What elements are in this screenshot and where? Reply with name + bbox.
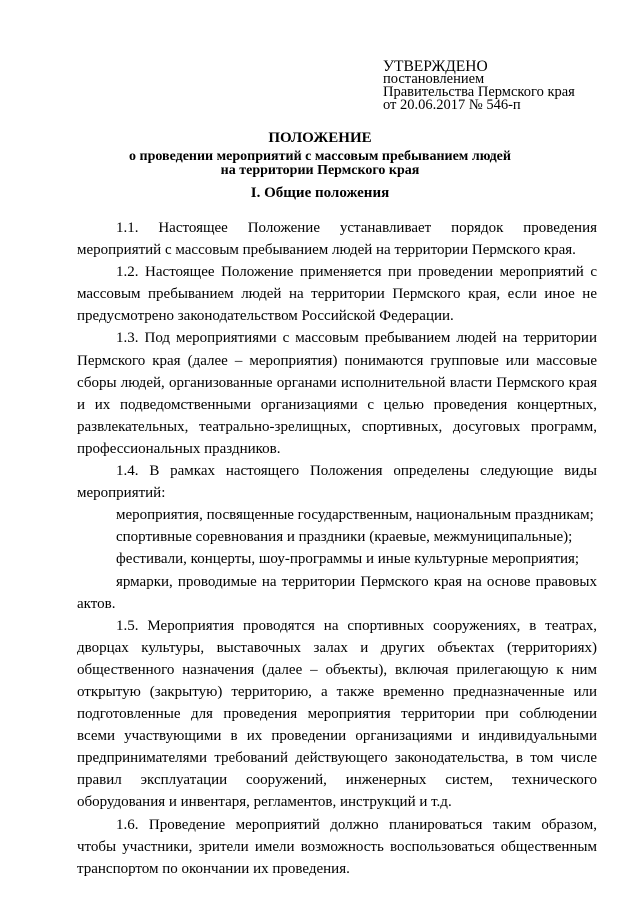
paragraph-1-2: 1.2. Настоящее Положение применяется при проведении мероприятий с массовым пребыванием людей на территории Пермского края, если иное не предусмотрено законодательством Российской Федерации. bbox=[77, 264, 597, 325]
approval-date: от 20.06.2017 № 546-п bbox=[383, 97, 521, 113]
approval-line: Правительства Пермского края bbox=[383, 84, 575, 100]
document-title: ПОЛОЖЕНИЕ bbox=[268, 130, 372, 146]
document-subtitle bbox=[0, 150, 640, 178]
section-heading: I. Общие положения bbox=[250, 185, 390, 201]
list-item: мероприятия, посвященные государственным, национальным праздникам; bbox=[116, 507, 594, 524]
paragraph-1-1: 1.1. Настоящее Положение устанавливает порядок проведения мероприятий с массовым пребыванием людей на территории Пермского края. bbox=[77, 220, 597, 259]
approval-heading: УТВЕРЖДЕНО bbox=[383, 58, 488, 75]
paragraph-1-5: 1.5. Мероприятия проводятся на спортивных сооружениях, в театрах, дворцах культуры, выставочных залах и других объектах (территориях) общественного назначения (далее – объекты), включая прилегающую к ним открытую (закрытую) территорию, а также временно предназначенные или подготовленные для проведения мероприятия территории при соблюдении всеми участвующими в их проведении организациями и индивидуальными предпринимателями требований действующего законодательства, в том числе правил эксплуатации сооружений, инженерных систем, технического оборудования и инвентаря, регламентов, инструкций и т.д. bbox=[77, 617, 597, 811]
approval-stamp bbox=[383, 60, 575, 112]
document-body bbox=[77, 217, 597, 880]
paragraph-1-4: 1.4. В рамках настоящего Положения определены следующие виды мероприятий: bbox=[77, 463, 597, 502]
list-item: ярмарки, проводимые на территории Пермского края на основе правовых актов. bbox=[77, 573, 597, 612]
paragraph-1-6: 1.6. Проведение мероприятий должно планироваться таким образом, чтобы участники, зрители имели возможность воспользоваться общественным транспортом по окончании их проведения. bbox=[77, 816, 597, 877]
list-item: спортивные соревнования и праздники (краевые, межмуниципальные); bbox=[116, 529, 573, 546]
list-item: фестивали, концерты, шоу-программы и иные культурные мероприятия; bbox=[116, 551, 580, 568]
approval-line: постановлением bbox=[383, 71, 485, 87]
paragraph-1-3: 1.3. Под мероприятиями с массовым пребыванием людей на территории Пермского края (далее – мероприятия) понимаются групповые или массовые сборы людей, организованные органами исполнительной власти Пермского края и их подведомственными организациями с целью проведения концертных, развлекательных, театрально-зрелищных, спортивных, досуговых программ, профессиональных праздников. bbox=[77, 330, 597, 457]
subtitle-line: на территории Пермского края bbox=[220, 163, 420, 178]
subtitle-line: о проведении мероприятий с массовым пребыванием людей bbox=[129, 149, 511, 164]
